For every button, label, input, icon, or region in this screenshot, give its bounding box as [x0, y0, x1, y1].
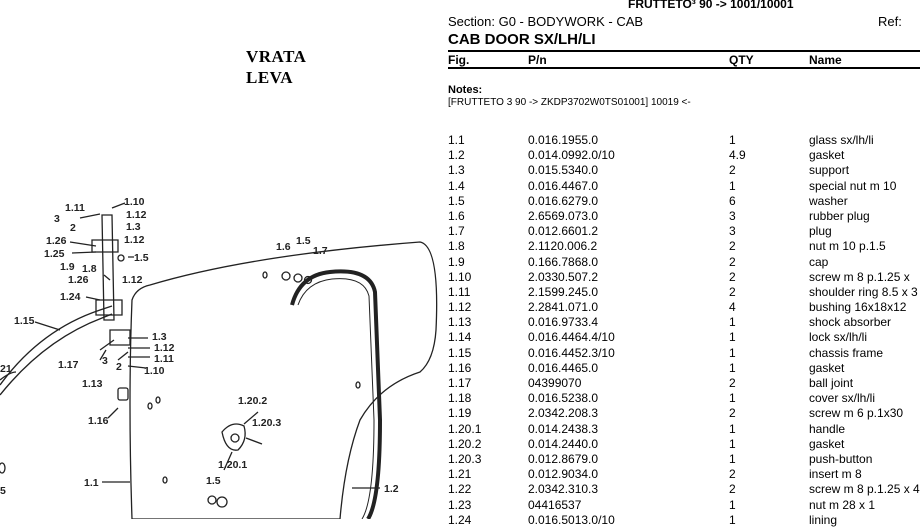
part-number: 0.016.4467.0 [528, 178, 599, 193]
part-name: glass sx/lh/li [809, 133, 874, 147]
part-name: push-button [809, 451, 873, 466]
part-name: screw m 6 p.1x30 [809, 406, 904, 421]
callout: 1.1 [84, 477, 99, 489]
callout: 1.15 [14, 315, 35, 327]
part-name: gasket [809, 436, 845, 451]
column-header-rule [448, 67, 920, 69]
part-name: insert m 8 [809, 467, 862, 482]
part-qty: 1 [729, 360, 736, 375]
table-row[interactable] [448, 513, 920, 528]
part-qty: 2 [729, 467, 736, 482]
part-name: ball joint [809, 376, 854, 390]
part-fig: 1.7 [448, 224, 465, 239]
part-fig: 1.5 [448, 193, 465, 208]
part-name: special nut m 10 [809, 178, 897, 193]
callout: 1.25 [44, 248, 65, 260]
part-qty: 1 [729, 391, 736, 406]
part-qty: 4.9 [729, 148, 746, 163]
section-label: Section: G0 - BODYWORK - CAB [448, 14, 644, 29]
callout: 1.7 [313, 245, 328, 257]
callout: 1.10 [124, 196, 145, 208]
door-drawing [0, 0, 440, 519]
part-qty: 1 [729, 497, 736, 512]
part-qty: 2 [729, 239, 736, 254]
callout: 1.12 [122, 274, 143, 286]
glass-panel-outline [130, 242, 437, 519]
table-row[interactable] [448, 255, 920, 270]
part-fig: 1.22 [448, 482, 472, 497]
part-fig: 1.6 [448, 208, 465, 223]
callout: 1.10 [144, 365, 165, 377]
part-number: 0.016.5013.0/10 [528, 512, 615, 527]
part-number: 0.014.0992.0/10 [528, 148, 615, 163]
callout: 1.13 [82, 378, 103, 390]
part-fig: 1.17 [448, 376, 472, 390]
table-row[interactable] [448, 330, 920, 345]
part-fig: 1.12 [448, 300, 472, 315]
part-name: screw m 8 p.1.25 x [809, 269, 910, 284]
part-number: 04399070 [528, 376, 582, 390]
part-qty: 2 [729, 163, 736, 178]
part-number: 0.012.6601.2 [528, 224, 599, 239]
part-name: support [809, 163, 850, 178]
part-number: 2.1120.006.2 [528, 239, 598, 254]
table-row[interactable] [448, 209, 920, 224]
part-fig: 1.23 [448, 497, 472, 512]
part-fig: 1.2 [448, 148, 465, 163]
table-row[interactable] [448, 346, 920, 361]
notes-text: [FRUTTETO 3 90 -> ZKDP3702W0TS01001] 10019 <- [448, 97, 691, 108]
part-name: plug [809, 224, 832, 239]
part-fig: 1.20.1 [448, 421, 482, 436]
part-name: handle [809, 421, 846, 436]
column-header-qty: QTY [729, 53, 754, 67]
part-number: 0.016.6279.0 [528, 193, 599, 208]
table-row[interactable] [448, 452, 920, 467]
table-row[interactable] [448, 391, 920, 406]
table-row[interactable] [448, 437, 920, 452]
callout: 1.3 [152, 331, 167, 343]
part-number: 2.0342.208.3 [528, 406, 599, 421]
part-fig: 1.15 [448, 345, 472, 360]
part-qty: 1 [729, 421, 736, 436]
callout: 1.3 [126, 221, 141, 233]
part-fig: 1.3 [448, 163, 465, 178]
callout: 1.5 [134, 252, 149, 264]
model-range: FRUTTETO³ 90 -> 1001/10001 [628, 0, 794, 11]
part-name: nut m 10 p.1.5 [809, 239, 886, 254]
part-name: screw m 8 p.1.25 x 4 [809, 482, 920, 497]
callout: 1.11 [154, 353, 174, 365]
part-fig: 1.1 [448, 133, 465, 147]
callout: 1.9 [60, 261, 75, 273]
callout: 1.8 [82, 263, 97, 275]
table-row[interactable] [448, 285, 920, 300]
parts-table [448, 133, 920, 528]
part-fig: 1.19 [448, 406, 472, 421]
table-row[interactable] [448, 498, 920, 513]
callout: 1.20.3 [252, 417, 282, 429]
part-name: lining [809, 512, 838, 527]
part-fig: 1.20.2 [448, 436, 482, 451]
header-rule [448, 50, 920, 52]
part-qty: 6 [729, 193, 736, 208]
part-number: 0.016.5238.0 [528, 391, 599, 406]
part-fig: 1.16 [448, 360, 472, 375]
part-qty: 2 [729, 284, 736, 299]
part-qty: 1 [729, 512, 736, 527]
part-name: bushing 16x18x12 [809, 300, 907, 315]
part-number: 2.2841.071.0 [528, 300, 599, 315]
part-number: 0.166.7868.0 [528, 254, 599, 269]
gasket-outline [292, 271, 380, 519]
callout: 1.20.1 [218, 459, 248, 471]
part-qty: 1 [729, 315, 736, 330]
callout: 1.26 [46, 235, 67, 247]
callout: 2 [116, 361, 122, 373]
handle-outline [222, 424, 245, 450]
column-header-pn: P/n [528, 53, 547, 67]
part-fig: 1.21 [448, 467, 472, 482]
notes-heading: Notes: [448, 84, 483, 96]
table-row[interactable] [448, 239, 920, 254]
callout: 1.5 [206, 475, 221, 487]
table-row[interactable] [448, 179, 920, 194]
part-fig: 1.4 [448, 178, 465, 193]
part-fig: 1.8 [448, 239, 465, 254]
callout: 1.12 [126, 209, 147, 221]
part-qty: 4 [729, 300, 736, 315]
part-name: gasket [809, 360, 845, 375]
part-number: 0.016.4464.4/10 [528, 330, 615, 345]
part-number: 2.1599.245.0 [528, 284, 599, 299]
part-qty: 1 [729, 330, 736, 345]
part-fig: 1.9 [448, 254, 465, 269]
part-name: lock sx/lh/li [809, 330, 868, 345]
callout: 1.6 [276, 241, 291, 253]
table-row[interactable] [448, 361, 920, 376]
table-row[interactable] [448, 315, 920, 330]
part-number: 2.6569.073.0 [528, 208, 599, 223]
callout: 1.12 [154, 342, 175, 354]
part-qty: 2 [729, 482, 736, 497]
part-fig: 1.24 [448, 512, 472, 527]
table-row[interactable] [448, 163, 920, 178]
table-row[interactable] [448, 482, 920, 497]
part-name: washer [809, 193, 848, 208]
part-number: 0.016.9733.4 [528, 315, 599, 330]
part-number: 0.016.1955.0 [528, 133, 599, 147]
part-number: 0.016.4452.3/10 [528, 345, 615, 360]
callout: 1.5 [296, 235, 311, 247]
table-row[interactable] [448, 422, 920, 437]
part-qty: 3 [729, 224, 736, 239]
callout: 1.11 [65, 202, 85, 214]
part-name: shoulder ring 8.5 x 3 [809, 284, 918, 299]
part-name: cover sx/lh/li [809, 391, 876, 406]
part-name: gasket [809, 148, 845, 163]
callout: 3 [102, 355, 108, 367]
part-qty: 1 [729, 133, 736, 147]
table-row[interactable] [448, 133, 920, 148]
part-qty: 1 [729, 345, 736, 360]
part-fig: 1.10 [448, 269, 472, 284]
part-fig: 1.11 [448, 284, 471, 299]
part-fig: 1.20.3 [448, 451, 482, 466]
callout: 1.16 [88, 415, 109, 427]
part-qty: 2 [729, 376, 736, 390]
part-name: rubber plug [809, 208, 870, 223]
column-header-name: Name [809, 53, 842, 67]
part-qty: 1 [729, 451, 736, 466]
ref-label: Ref: [878, 14, 902, 29]
part-name: shock absorber [809, 315, 892, 330]
part-qty: 1 [729, 436, 736, 451]
part-fig: 1.13 [448, 315, 472, 330]
table-row[interactable] [448, 467, 920, 482]
part-qty: 2 [729, 269, 736, 284]
table-row[interactable] [448, 376, 920, 391]
table-row[interactable] [448, 148, 920, 163]
part-qty: 1 [729, 178, 736, 193]
callout: 1.2 [384, 483, 399, 495]
part-number: 04416537 [528, 497, 582, 512]
part-fig: 1.14 [448, 330, 472, 345]
table-row[interactable] [448, 270, 920, 285]
callout: 3 [54, 213, 60, 225]
part-number: 0.014.2440.0 [528, 436, 599, 451]
part-number: 0.014.2438.3 [528, 421, 599, 436]
part-number: 2.0342.310.3 [528, 482, 599, 497]
callout: 1.24 [60, 291, 81, 303]
callout: 1.12 [124, 234, 145, 246]
callout: 2 [70, 222, 76, 234]
table-row[interactable] [448, 406, 920, 421]
part-qty: 2 [729, 406, 736, 421]
part-name: nut m 28 x 1 [809, 497, 876, 512]
exploded-diagram [0, 0, 440, 519]
callout: 1.20.2 [238, 395, 268, 407]
callout: 5 [0, 485, 6, 497]
page-title: CAB DOOR SX/LH/LI [448, 31, 596, 48]
part-number: 0.012.9034.0 [528, 467, 599, 482]
part-fig: 1.18 [448, 391, 472, 406]
table-row[interactable] [448, 194, 920, 209]
part-number: 0.012.8679.0 [528, 451, 599, 466]
callout: 1.17 [58, 359, 79, 371]
part-number: 0.016.4465.0 [528, 360, 599, 375]
part-name: chassis frame [809, 345, 884, 360]
part-number: 0.015.5340.0 [528, 163, 599, 178]
part-name: cap [809, 254, 829, 269]
table-row[interactable] [448, 224, 920, 239]
parts-list [448, 0, 920, 527]
table-row[interactable] [448, 300, 920, 315]
part-number: 2.0330.507.2 [528, 269, 599, 284]
diagram-title: VRATA LEVA [246, 47, 307, 87]
part-qty: 3 [729, 208, 736, 223]
part-qty: 2 [729, 254, 736, 269]
callout: 1.26 [68, 274, 89, 286]
callout: 21 [0, 363, 12, 375]
column-header-fig: Fig. [448, 53, 470, 67]
